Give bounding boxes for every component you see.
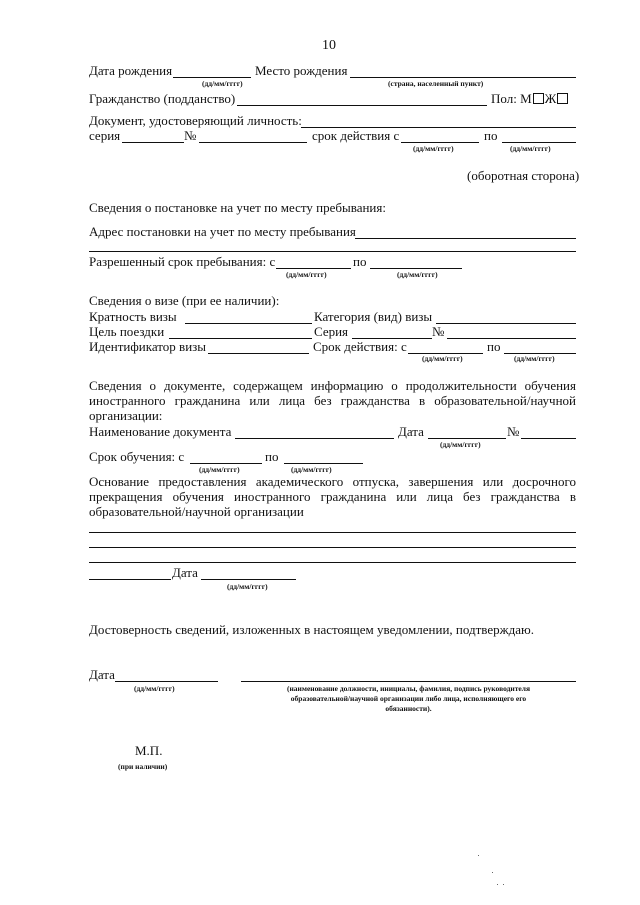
study-doc-name-label: Наименование документа [89, 424, 232, 439]
study-doc-date-hint: (дд/мм/гггг) [440, 440, 481, 449]
visa-id-field[interactable] [208, 339, 309, 354]
registration-address-label: Адрес постановки на учет по месту пребывания [89, 224, 356, 239]
basis-date-hint: (дд/мм/гггг) [227, 582, 268, 591]
birth-place-field[interactable] [350, 63, 576, 78]
birth-date-label: Дата рождения [89, 63, 173, 78]
registration-heading: Сведения о постановке на учет по месту пребывания: [89, 200, 386, 215]
id-series-label: серия [89, 128, 121, 143]
id-validity-label: срок действия с [312, 128, 400, 143]
visa-purpose-label: Цель поездки [89, 324, 165, 339]
reverse-side-label: (оборотная сторона) [467, 168, 580, 183]
visa-number-label: № [432, 324, 445, 339]
signature-hint [241, 684, 576, 714]
registration-address-field-2[interactable] [89, 237, 576, 252]
sex-male-checkbox[interactable] [533, 93, 544, 104]
id-validity-from-field[interactable] [401, 128, 479, 143]
visa-to-hint: (дд/мм/гггг) [514, 354, 555, 363]
visa-from-hint: (дд/мм/гггг) [422, 354, 463, 363]
study-to-hint: (дд/мм/гггг) [291, 465, 332, 474]
study-term-to-field[interactable] [284, 449, 363, 464]
study-doc-date-label: Дата [398, 424, 424, 439]
visa-series-label: Серия [314, 324, 349, 339]
page-number: 10 [322, 38, 336, 53]
visa-series-field[interactable] [352, 324, 432, 339]
signature-hint-line-2: образовательной/научной организации либо лица, исполняющего его [290, 694, 527, 703]
study-doc-heading [89, 378, 576, 423]
citizenship-field[interactable] [237, 91, 487, 106]
study-term-label: Срок обучения: с [89, 449, 185, 464]
basis-field-line-3[interactable] [89, 562, 576, 563]
basis-date-field[interactable] [201, 565, 296, 580]
study-term-from-field[interactable] [190, 449, 262, 464]
visa-id-label: Идентификатор визы [89, 339, 207, 354]
stay-term-to-field[interactable] [370, 254, 462, 269]
visa-number-field[interactable] [447, 324, 576, 339]
study-from-hint: (дд/мм/гггг) [199, 465, 240, 474]
birth-date-hint: (дд/мм/гггг) [202, 79, 243, 88]
scan-speck [497, 884, 498, 885]
sex-female-label: Ж [544, 91, 557, 106]
sex-label: Пол: М [491, 91, 532, 106]
scan-speck [503, 884, 504, 885]
study-doc-name-field[interactable] [235, 424, 394, 439]
id-validity-to-field[interactable] [502, 128, 576, 143]
scan-speck [492, 872, 493, 873]
basis-field-line-1[interactable] [89, 532, 576, 533]
visa-multiplicity-field[interactable] [185, 309, 312, 324]
birth-place-hint: (страна, населенный пункт) [388, 79, 484, 88]
birth-date-field[interactable] [173, 63, 251, 78]
stay-term-from-field[interactable] [276, 254, 351, 269]
id-to-hint: (дд/мм/гггг) [510, 144, 551, 153]
stay-to-hint: (дд/мм/гггг) [397, 270, 438, 279]
signature-date-field[interactable] [115, 667, 218, 682]
study-term-to-label: по [265, 449, 279, 464]
basis-line-2: прекращения обучения иностранного гражданина или лица без гражданства в [89, 489, 576, 504]
visa-category-field[interactable] [436, 309, 576, 324]
study-doc-number-label: № [507, 424, 520, 439]
study-doc-heading-line-1: Сведения о документе, содержащем информацию о продолжительности обучения [89, 378, 576, 393]
study-doc-heading-line-3: организации: [89, 408, 163, 423]
visa-category-label: Категория (вид) визы [314, 309, 433, 324]
id-doc-label: Документ, удостоверяющий личность: [89, 113, 302, 128]
id-number-field[interactable] [199, 128, 307, 143]
signature-date-label: Дата [89, 667, 115, 682]
basis-text [89, 474, 576, 519]
id-doc-field[interactable] [301, 113, 576, 128]
sex-female-checkbox[interactable] [557, 93, 568, 104]
basis-line-3: образовательной/научной организации [89, 504, 304, 519]
visa-validity-to-label: по [487, 339, 501, 354]
basis-signature-field[interactable] [89, 565, 171, 580]
id-validity-to-label: по [484, 128, 498, 143]
basis-field-line-2[interactable] [89, 547, 576, 548]
visa-validity-from-field[interactable] [408, 339, 483, 354]
signature-hint-line-3: обязанности). [385, 704, 432, 713]
visa-multiplicity-label: Кратность визы [89, 309, 177, 324]
stay-term-to-label: по [353, 254, 367, 269]
citizenship-label: Гражданство (подданство) [89, 91, 236, 106]
study-doc-number-field[interactable] [521, 424, 576, 439]
stamp-hint: (при наличии) [118, 762, 168, 771]
study-doc-heading-line-2: иностранного гражданина или лица без гражданства в образовательной/научной [89, 393, 576, 408]
confirmation-text: Достоверность сведений, изложенных в настоящем уведомлении, подтверждаю. [89, 622, 534, 637]
basis-date-label: Дата [172, 565, 198, 580]
visa-purpose-field[interactable] [169, 324, 312, 339]
visa-validity-label: Срок действия: с [313, 339, 407, 354]
id-number-label: № [184, 128, 197, 143]
signature-official-field[interactable] [241, 667, 576, 682]
stay-from-hint: (дд/мм/гггг) [286, 270, 327, 279]
id-from-hint: (дд/мм/гггг) [413, 144, 454, 153]
birth-place-label: Место рождения [255, 63, 348, 78]
signature-hint-line-1: (наименование должности, инициалы, фамилия, подпись руководителя [286, 684, 531, 693]
sex-selector [491, 91, 569, 106]
study-doc-date-field[interactable] [428, 424, 506, 439]
visa-heading: Сведения о визе (при ее наличии): [89, 293, 280, 308]
signature-date-hint: (дд/мм/гггг) [134, 684, 175, 693]
stamp-label: М.П. [135, 743, 163, 758]
id-series-field[interactable] [122, 128, 184, 143]
scan-speck [478, 855, 479, 856]
visa-validity-to-field[interactable] [504, 339, 576, 354]
stay-term-label: Разрешенный срок пребывания: с [89, 254, 276, 269]
basis-line-1: Основание предоставления академического отпуска, завершения или досрочного [89, 474, 576, 489]
